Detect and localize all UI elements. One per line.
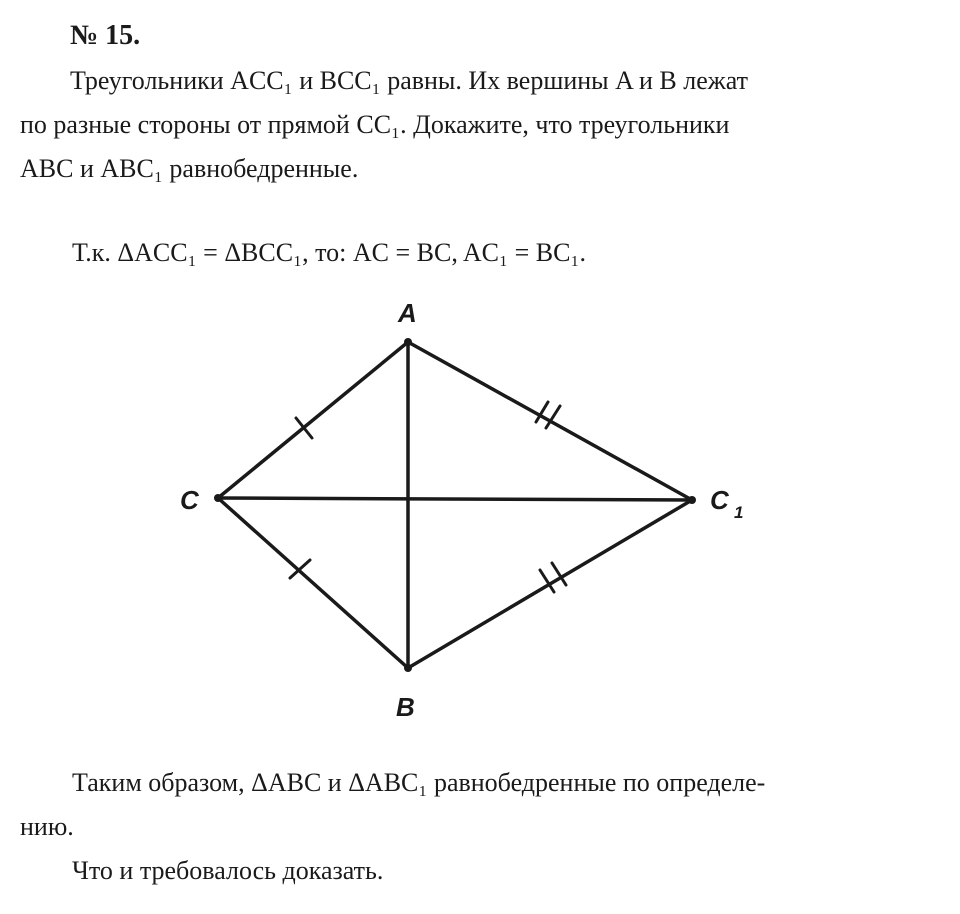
conclusion-line-1: Таким образом, ΔABC и ΔABC₁ равнобедренные по определе- (72, 768, 766, 797)
problem-number: № 15. (70, 20, 141, 51)
segment-BC (218, 498, 408, 668)
vertex-dot-A (404, 338, 412, 346)
statement-line-2: по разные стороны от прямой CC₁. Докажите, что треугольники (20, 110, 730, 139)
solution-given: Т.к. ΔACC₁ = ΔBCC₁, то: AC = BC, AC₁ = BC₁. (72, 238, 586, 267)
segment-AC (218, 342, 408, 498)
vertex-label-C1: C (710, 485, 729, 515)
vertex-dot-B (404, 664, 412, 672)
vertex-label-C: C (180, 485, 199, 515)
vertex-dot-C1 (688, 496, 696, 504)
vertex-label-C1-subscript: 1 (734, 503, 744, 522)
conclusion-line-2: нию. (20, 812, 74, 841)
statement-line-3: ABC и ABC₁ равнобедренные. (20, 154, 359, 183)
statement-line-1: Треугольники ACC₁ и BCC₁ равны. Их вершины A и B лежат (70, 66, 748, 95)
qed-line: Что и требовалось доказать. (72, 856, 384, 885)
geometry-figure (0, 290, 960, 730)
vertex-label-B: B (396, 692, 415, 722)
vertex-label-A: A (398, 298, 417, 328)
vertex-dot-C (214, 494, 222, 502)
figure-lines (218, 342, 692, 668)
segment-CC1 (218, 498, 692, 500)
vertex-dots (214, 338, 696, 672)
